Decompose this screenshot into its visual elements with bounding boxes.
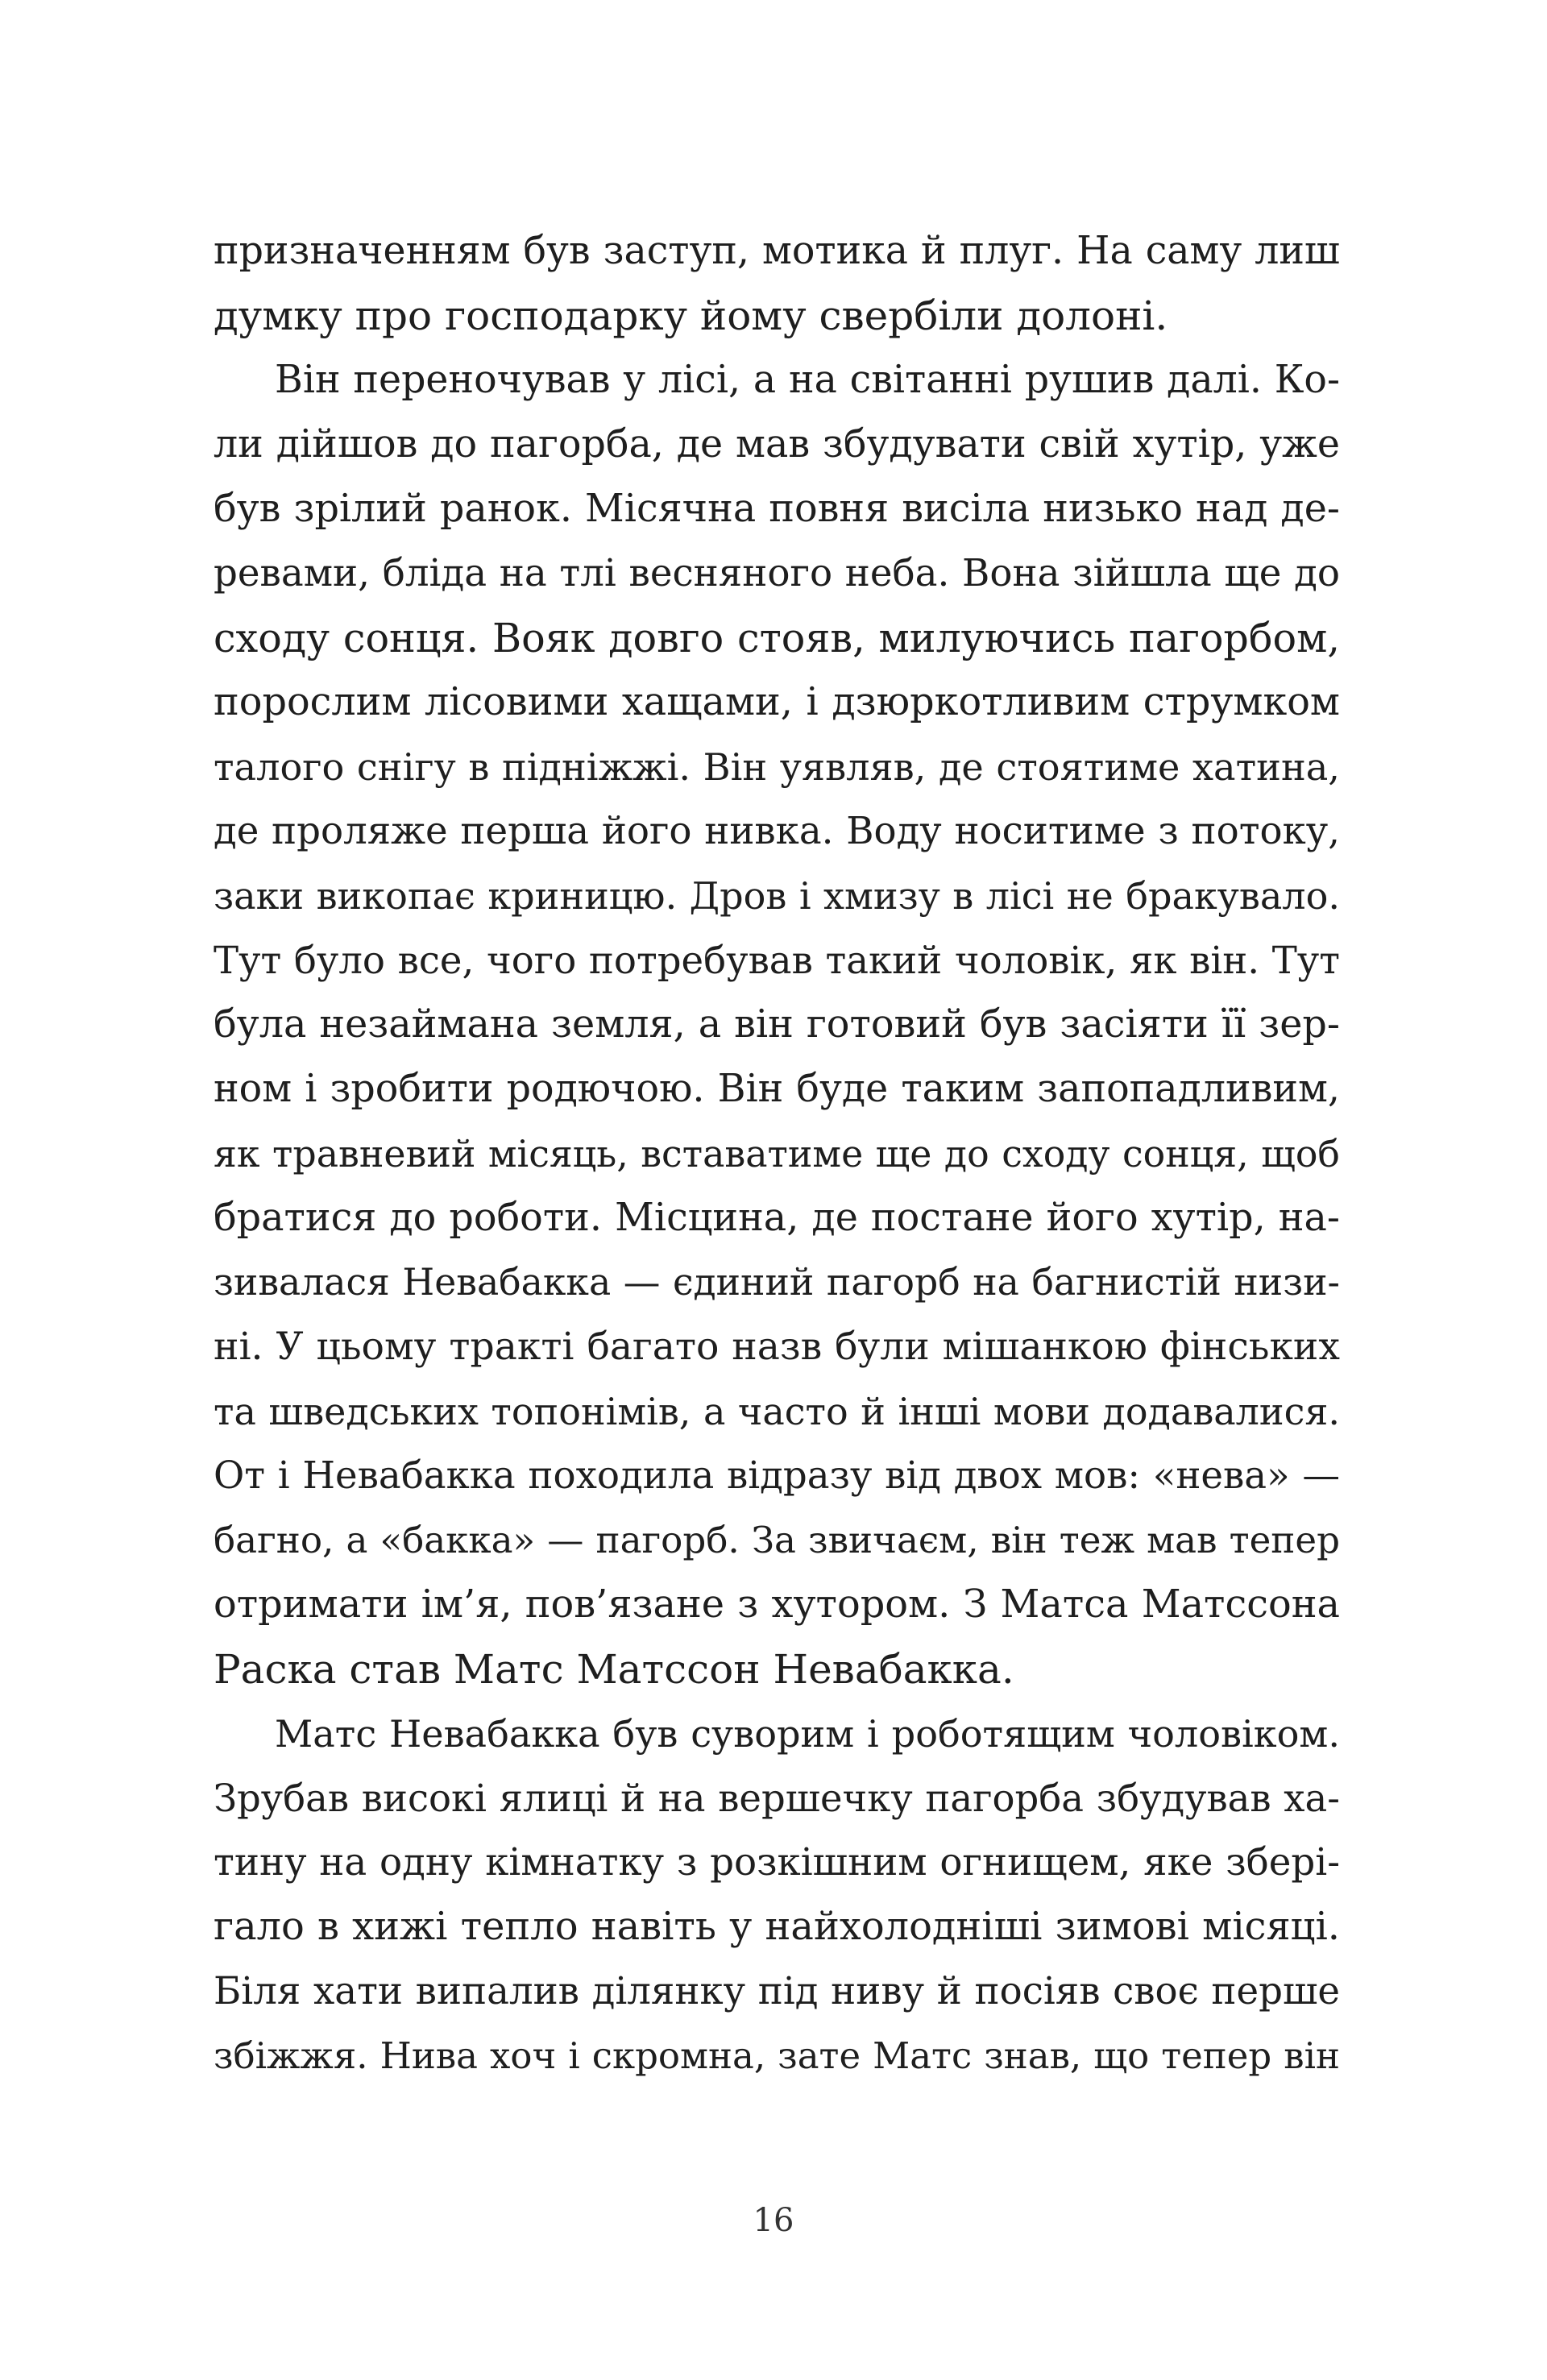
text-line: та шведських топонімів, а часто й інші мови додавалися. bbox=[214, 1390, 1340, 1433]
text-line: талого снігу в підніжжі. Він уявляв, де стоятиме хатина, bbox=[214, 745, 1340, 789]
text-line: збіжжя. Нива хоч і скромна, зате Матс знав, що тепер він bbox=[214, 2034, 1340, 2077]
text-line: заки викопає криницю. Дров і хмизу в лісі не бракувало. bbox=[214, 874, 1340, 918]
text-line: ні. У цьому тракті багато назв були мішанкою фінських bbox=[214, 1325, 1340, 1369]
text-line: зивалася Невабакка — єдиний пагорб на багнистій низи- bbox=[214, 1261, 1340, 1304]
paragraph-3 bbox=[214, 1702, 1340, 2088]
paragraph-1 bbox=[214, 219, 1340, 348]
text-line: Матс Невабакка був суворим і роботящим чоловіком. bbox=[275, 1712, 1340, 1756]
page-number: 16 bbox=[753, 2202, 794, 2239]
text-line: ли дійшов до пагорба, де мав збудувати свій хутір, уже bbox=[214, 422, 1340, 466]
text-line: Зрубав високі ялиці й на вершечку пагорба збудував ха- bbox=[214, 1777, 1340, 1820]
text-line: Він переночував у лісі, а на світанні рушив далі. Ко- bbox=[275, 358, 1340, 402]
text-line: де проляже перша його нивка. Воду носитиме з потоку, bbox=[214, 810, 1340, 853]
text-line: призначенням був заступ, мотика й плуг. На саму лиш bbox=[214, 229, 1340, 273]
text-line: Раска став Матс Матссон Невабакка. bbox=[214, 1646, 1014, 1693]
paragraph-2 bbox=[214, 348, 1340, 1702]
text-line: багно, а «бакка» — пагорб. За звичаєм, він теж мав тепер bbox=[214, 1519, 1340, 1561]
text-line: як травневий місяць, вставатиме ще до сходу сонця, щоб bbox=[214, 1132, 1340, 1175]
text-line: була незаймана земля, а він готовий був засіяти її зер- bbox=[214, 1002, 1340, 1047]
text-line: порослим лісовими хащами, і дзюркотливим струмком bbox=[214, 680, 1340, 724]
text-line: братися до роботи. Місцина, де постане його хутір, на- bbox=[214, 1196, 1340, 1240]
text-line: Біля хати випалив ділянку під ниву й посіяв своє перше bbox=[214, 1970, 1340, 2013]
text-line: думку про господарку йому свербіли долоні. bbox=[214, 292, 1168, 339]
text-line: отримати ім’я, пов’язане з хутором. З Матса Матссона bbox=[214, 1582, 1340, 1627]
text-line: сходу сонця. Вояк довго стояв, милуючись пагорбом, bbox=[214, 615, 1340, 661]
text-line: ревами, бліда на тлі весняного неба. Вона зійшла ще до bbox=[214, 552, 1340, 595]
text-line: Тут було все, чого потребував такий чоловік, як він. Тут bbox=[214, 939, 1340, 982]
text-line: гало в хижі тепло навіть у найхолодніші зимові місяці. bbox=[214, 1905, 1340, 1949]
text-line: тину на одну кімнатку з розкішним огнищем, яке збері- bbox=[214, 1841, 1340, 1885]
text-line: От і Невабакка походила відразу від двох мов: «нева» — bbox=[214, 1454, 1340, 1498]
body-text bbox=[214, 219, 1340, 2088]
text-line: був зрілий ранок. Місячна повня висіла низько над де- bbox=[214, 487, 1340, 531]
text-line: ном і зробити родючою. Він буде таким запопадливим, bbox=[214, 1067, 1340, 1111]
